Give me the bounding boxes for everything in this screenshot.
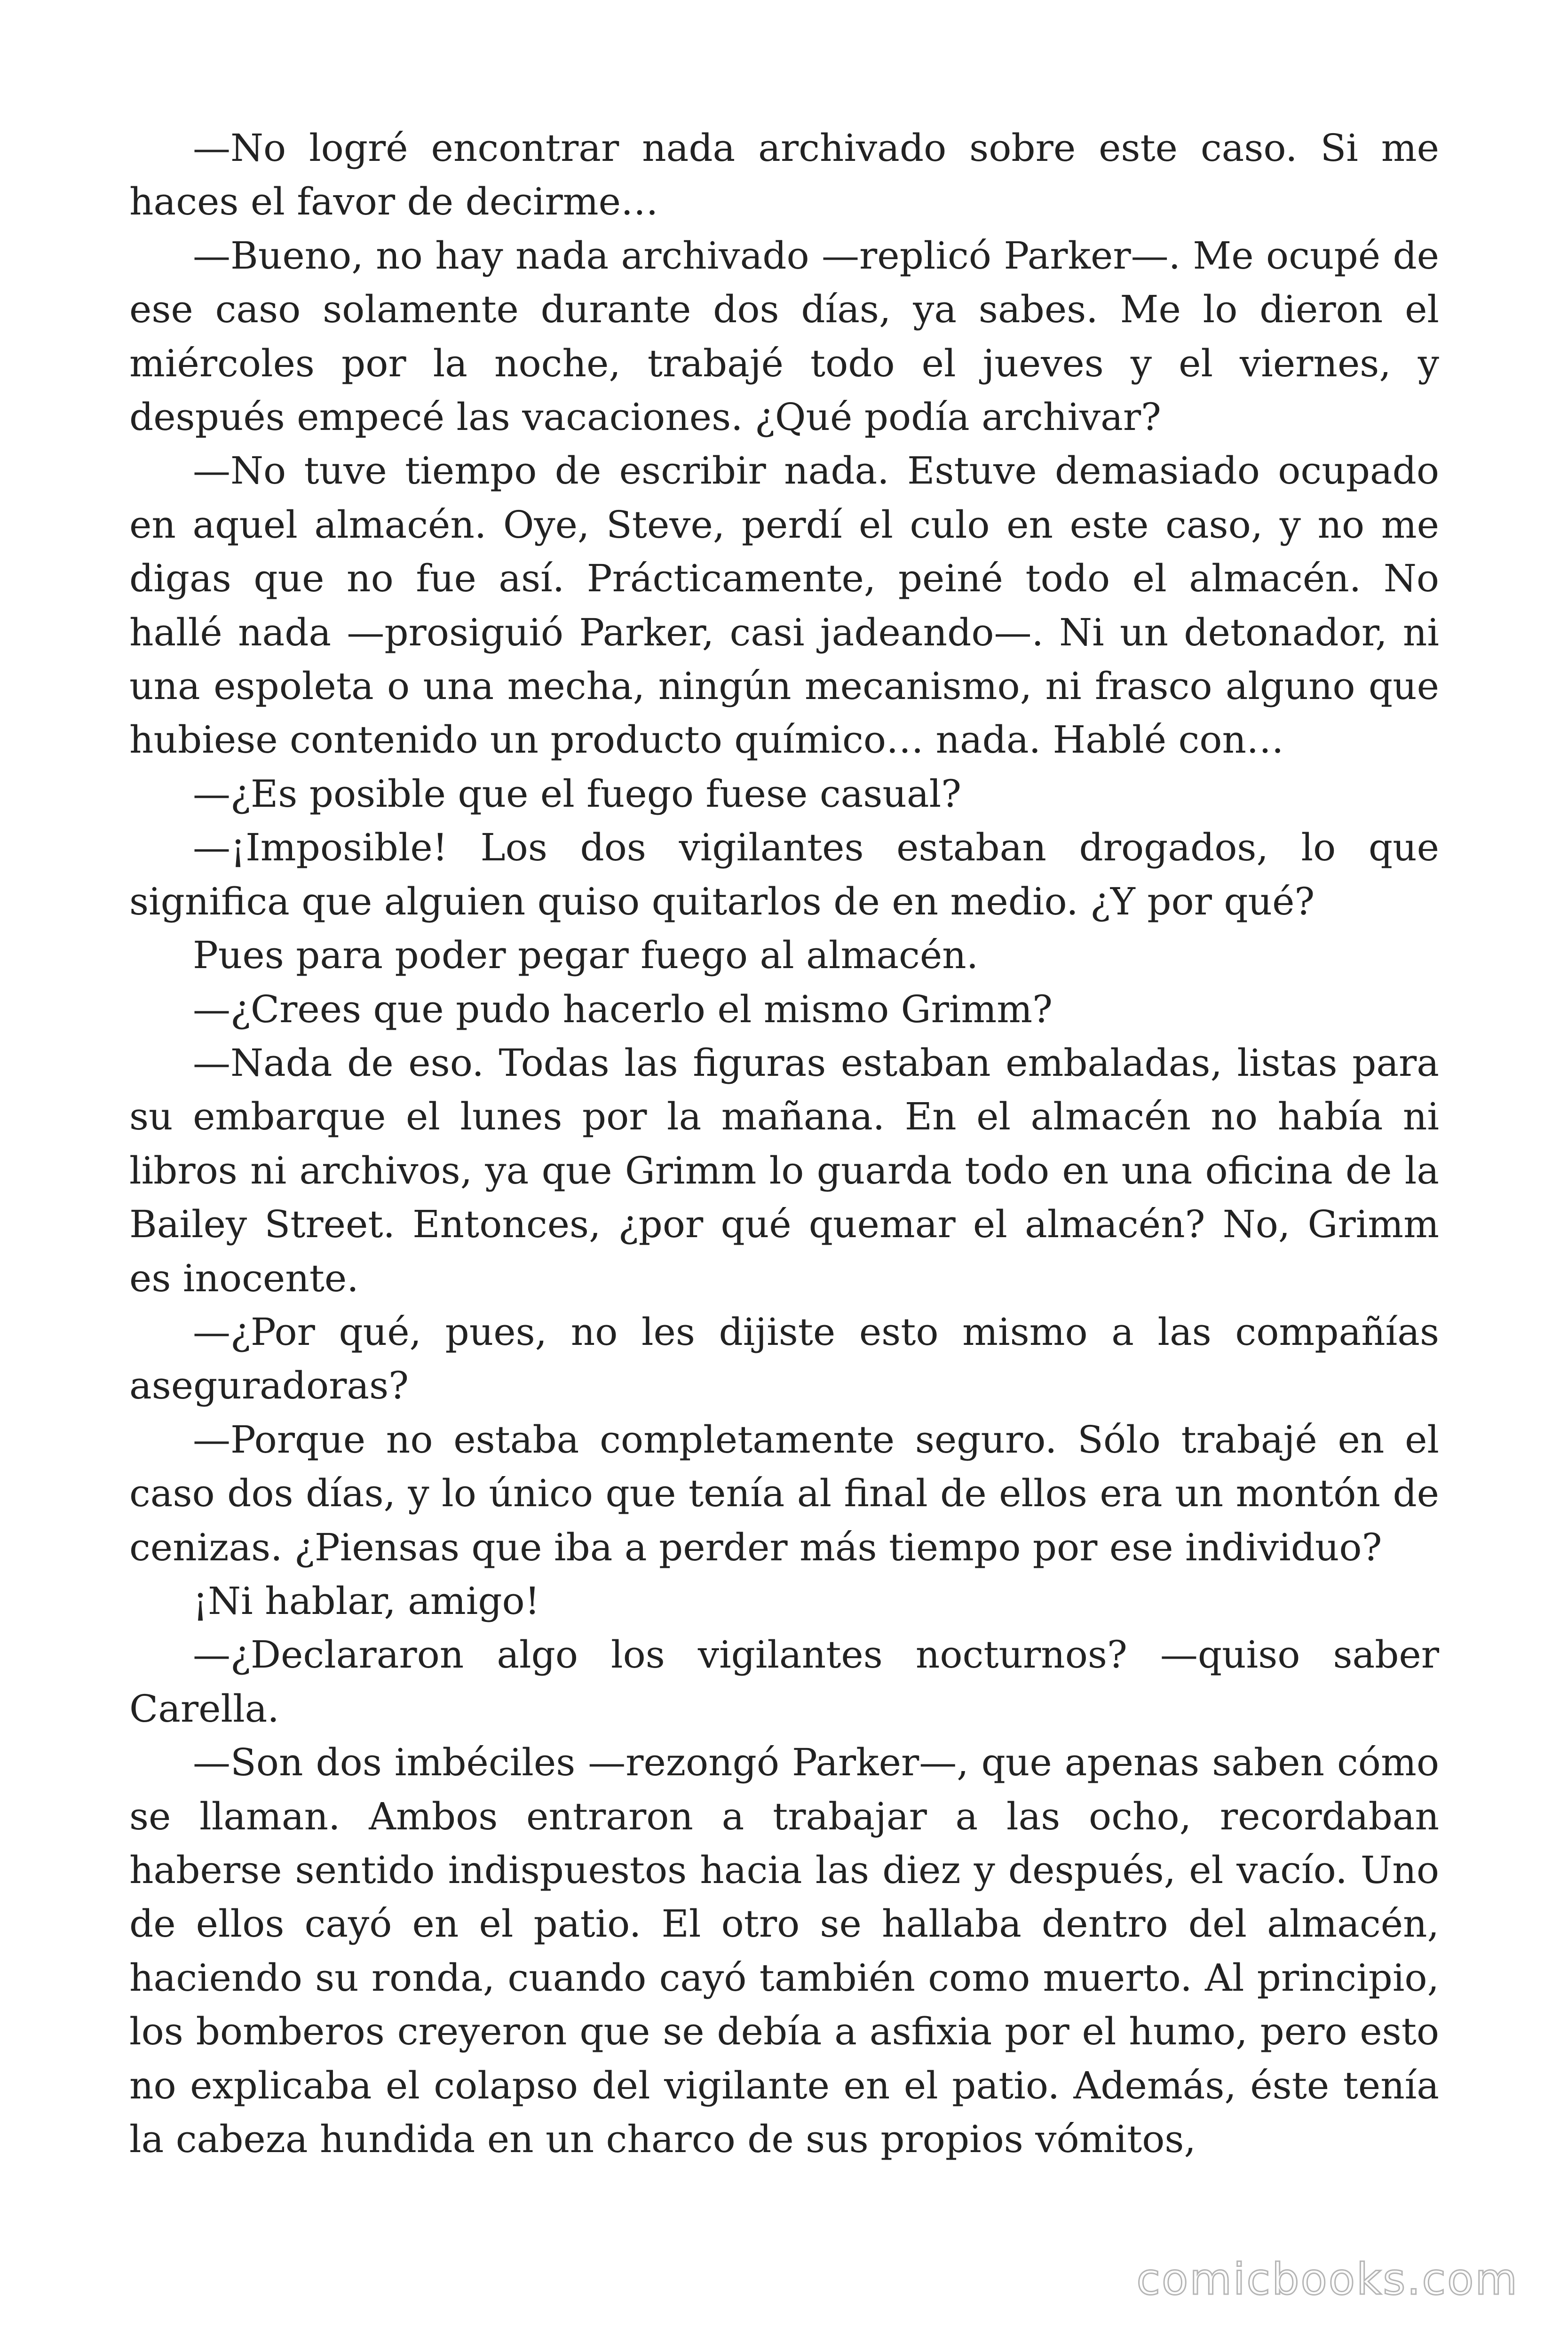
paragraph: —¿Por qué, pues, no les dijiste esto mismo a las compañías aseguradoras? (129, 1310, 1439, 1408)
paragraph: —¿Es posible que el fuego fuese casual? (193, 771, 962, 816)
paragraph: —No logré encontrar nada archivado sobre este caso. Si me haces el favor de decirme… (129, 126, 1439, 224)
paragraph: Pues para poder pegar fuego al almacén. (193, 933, 979, 977)
paragraph: —Son dos imbéciles —rezongó Parker—, que apenas saben cómo se llaman. Ambos entraron a trabajar a las ocho, recordaban haberse sentido indispuestos hacia las diez y después, el vacío. Uno de ellos cayó en el patio. El otro se hallaba dentro del almacén, haciendo su ronda, cuando cayó también como muerto. Al principio, los bomberos creyeron que se debía a asfixia por el humo, pero esto no explicaba el colapso del vigilante en el patio. Además, éste tenía la cabeza hundida en un charco de sus propios vómitos, (129, 1740, 1439, 2161)
paragraph: —¿Declararon algo los vigilantes nocturnos? —quiso saber Carella. (129, 1633, 1439, 1731)
site-watermark: comicbooks.com (1136, 2254, 1519, 2304)
paragraph: —¿Crees que pudo hacerlo el mismo Grimm? (193, 987, 1053, 1031)
paragraph: —¡Imposible! Los dos vigilantes estaban drogados, lo que significa que alguien quiso quitarlos de en medio. ¿Y por qué? (129, 826, 1439, 923)
paragraph: ¡Ni hablar, amigo! (193, 1579, 540, 1623)
paragraph: —Porque no estaba completamente seguro. Sólo trabajé en el caso dos días, y lo único que tenía al final de ellos era un montón de cenizas. ¿Piensas que iba a perder más tiempo por ese individuo? (129, 1417, 1439, 1569)
paragraph: —Nada de eso. Todas las figuras estaban embaladas, listas para su embarque el lunes por la mañana. En el almacén no había ni libros ni archivos, ya que Grimm lo guarda todo en una oficina de la Bailey Street. Entonces, ¿por qué quemar el almacén? No, Grimm es inocente. (129, 1041, 1439, 1300)
body-text (129, 121, 1439, 2166)
paragraph: —Bueno, no hay nada archivado —replicó Parker—. Me ocupé de ese caso solamente durante dos días, ya sabes. Me lo dieron el miércoles por la noche, trabajé todo el jueves y el viernes, y después empecé las vacaciones. ¿Qué podía archivar? (129, 233, 1439, 439)
paragraph: —No tuve tiempo de escribir nada. Estuve demasiado ocupado en aquel almacén. Oye, Steve, perdí el culo en este caso, y no me digas que no fue así. Prácticamente, peiné todo el almacén. No hallé nada —prosiguió Parker, casi jadeando—. Ni un detonador, ni una espoleta o una mecha, ningún mecanismo, ni frasco alguno que hubiese contenido un producto químico… nada. Hablé con… (129, 449, 1439, 762)
